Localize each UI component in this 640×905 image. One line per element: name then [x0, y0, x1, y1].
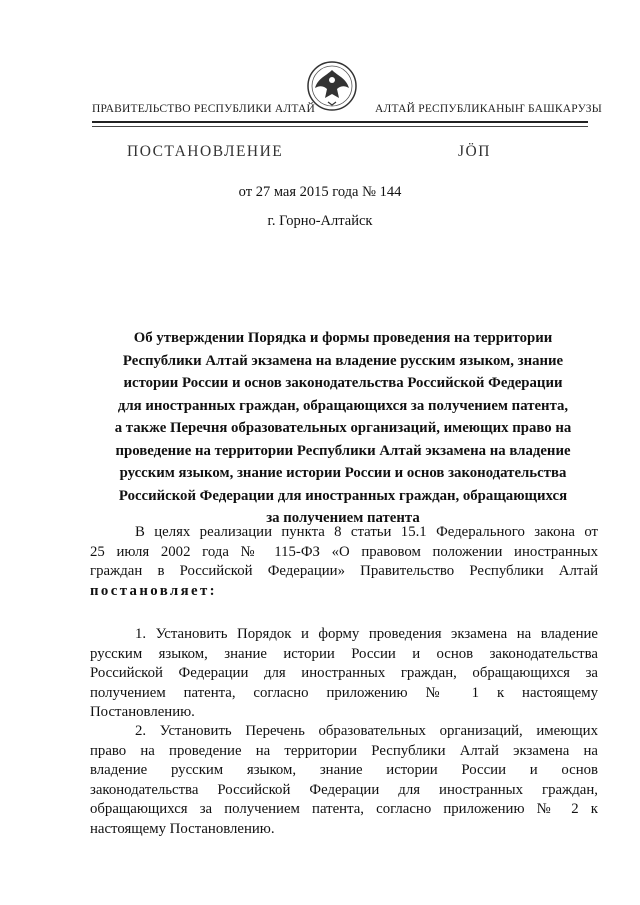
org-name-altai: АЛТАЙ РЕСПУБЛИКАНЫҤ БАШКАРУЗЫ	[375, 103, 602, 115]
org-name-russian: ПРАВИТЕЛЬСТВО РЕСПУБЛИКИ АЛТАЙ	[92, 103, 316, 115]
header-rule-thin	[92, 126, 588, 127]
paragraph-line: законодательства Российской Федерации для иностранных граждан,	[90, 781, 598, 798]
paragraph-line: владение русским языком, знание истории России и основ	[90, 762, 598, 779]
title-line: Республики Алтай экзамена на владение русским языком, знание	[122, 352, 564, 369]
decree-word: постановляет:	[90, 582, 217, 599]
paragraph-line: 1. Установить Порядок и форму проведения экзамена на владение	[135, 626, 598, 642]
doc-type-altai: JÖП	[458, 143, 491, 160]
document-date-number: от 27 мая 2015 года № 144	[238, 184, 402, 200]
clause-1	[90, 625, 598, 723]
paragraph-line: русским языком, знание истории России и основ законодательства	[90, 645, 598, 662]
paragraph-line: В целях реализации пункта 8 статьи 15.1 Федерального закона от	[135, 524, 598, 540]
title-line: для иностранных граждан, обращающихся за получением патента,	[117, 397, 569, 414]
title-line: а также Перечня образовательных организаций, имеющих право на	[114, 420, 572, 436]
clause-2	[90, 722, 598, 840]
doc-type-russian: ПОСТАНОВЛЕНИЕ	[127, 143, 284, 160]
paragraph-line: граждан в Российской Федерации» Правительство Республики Алтай	[90, 563, 598, 580]
title-line: истории России и основ законодательства Российской Федерации	[123, 375, 563, 391]
paragraph-line: Российской Федерации для иностранных граждан, обращающихся за	[90, 665, 598, 682]
intro-paragraph	[90, 523, 598, 601]
title-line: Об утверждении Порядка и формы проведения на территории	[133, 330, 553, 346]
paragraph-line: 25 июля 2002 года № 115-ФЗ «О правовом положении иностранных	[90, 543, 598, 560]
paragraph-line: Постановлению.	[90, 704, 195, 721]
document-title	[88, 327, 598, 530]
paragraph-line: получением патента, согласно приложению № 1 к настоящему	[90, 684, 598, 701]
document-city: г. Горно-Алтайск	[267, 213, 373, 229]
title-line: Российской Федерации для иностранных граждан, обращающихся	[118, 487, 568, 504]
paragraph-line: обращающихся за получением патента, согласно приложению № 2 к	[90, 801, 598, 818]
paragraph-line: право на проведение на территории Республики Алтай экзамена на	[90, 742, 598, 759]
paragraph-line: 2. Установить Перечень образовательных организаций, имеющих	[135, 723, 598, 739]
paragraph-line: настоящему Постановлению.	[90, 820, 275, 837]
title-line: русским языком, знание истории России и основ законодательства	[119, 465, 567, 481]
title-line: за получением патента	[266, 510, 420, 526]
header-rule-thick	[92, 121, 588, 123]
title-line: проведение на территории Республики Алтай экзамена на владение	[115, 442, 571, 459]
